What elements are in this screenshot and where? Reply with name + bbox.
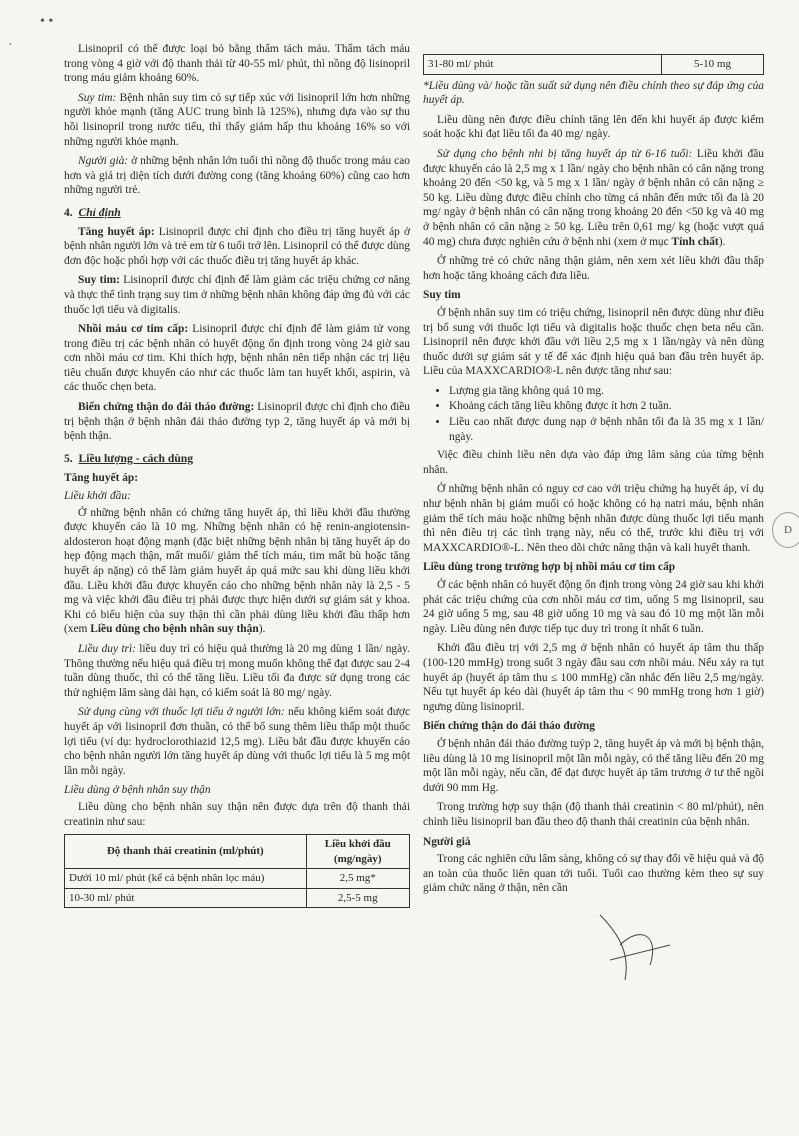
table-cell: 2,5-5 mg <box>306 888 410 908</box>
right-column <box>423 54 764 901</box>
table-cell: 10-30 ml/ phút <box>65 888 307 908</box>
titration-list <box>423 384 764 444</box>
paragraph-elderly-dose: Trong các nghiên cứu lâm sàng, không có sự thay đổi về hiệu quả và độ an toàn của thuốc liên quan tới tuổi. Tuổi cao thường kèm theo sự suy giảm chức năng ở thận, nên cần <box>423 853 765 895</box>
scan-mark-left: · <box>8 38 13 53</box>
mi-heading: Liều dùng trong trường hợp bị nhồi máu cơ tim cấp <box>423 561 676 574</box>
paragraph-titration: Liều dùng nên được điều chỉnh tăng lên đến khi huyết áp được kiểm soát hoặc khi đạt liều tối đa 40 mg/ ngày. <box>423 113 764 141</box>
paragraph-adjustment: Việc điều chỉnh liều nên dựa vào đáp ứng lâm sàng của từng bệnh nhân. <box>423 449 764 476</box>
paragraph-dialysis: Lisinopril có thể được loại bỏ bằng thẩm tách máu. Thẩm tách máu trong vòng 4 giờ với độ thanh thải từ 40-55 ml/ phút, thì nồng độ lisinopril trong máu giảm khoảng 60%. <box>64 43 410 85</box>
left-column <box>64 42 410 912</box>
paragraph-elderly-pk: Người già: ở những bệnh nhân lớn tuổi thì nồng độ thuốc trong máu cao hơn và giá trị diện tích dưới đường cong (tăng khoảng 60%) cũng cao hơn những người trẻ. <box>64 155 410 197</box>
table-cell: 5-10 mg <box>662 55 764 75</box>
hypertension-heading: Tăng huyết áp: <box>64 472 139 485</box>
table-header-clearance: Độ thanh thải creatinin (ml/phút) <box>65 835 307 869</box>
elderly-heading: Người già <box>423 835 471 848</box>
list-item: • Lượng gia tăng không quá 10 mg. <box>449 384 764 399</box>
renal-dose-table-continued <box>423 54 764 75</box>
paragraph-pediatric-renal: Ở những trẻ có chức năng thận giảm, nên xem xét liều khởi đầu thấp hơn hoặc tăng khoảng cách đưa liều. <box>423 255 764 282</box>
paragraph-mi-1: Ở các bệnh nhân có huyết động ổn định trong vòng 24 giờ sau khi khởi phát các triệu chứng của cơn nhồi máu cơ tim, uống 5 mg lisinopril, sau 24 giờ uống 5 mg, sau 48 giờ uống 10 mg và sau đó 10 mg một lần mỗi ngày. Liều dùng nên được tiếp tục duy trì trong ít nhất 6 tuần. <box>423 579 764 635</box>
table-cell: Dưới 10 ml/ phút (kể cả bệnh nhân lọc máu) <box>65 869 307 889</box>
table-row <box>65 888 410 908</box>
paragraph-high-risk: Ở những bệnh nhân có nguy cơ cao với triệu chứng hạ huyết áp, ví dụ như bệnh nhân bị giảm muối có hoặc không có hạ natri máu, bệnh nhân giảm thể tích máu hoặc những bệnh nhân được dùng thuốc lợi tiểu mạnh thì nên điều trị các tình trạng này, nếu có thể, trước khi điều trị với MAXXCARDIO®-L. Nên theo dõi chức năng thận và kali huyết thanh. <box>423 483 764 554</box>
diabetic-nephropathy-heading: Biến chứng thận do đái tháo đường <box>423 720 595 733</box>
indication-hypertension: Tăng huyết áp: Lisinopril được chỉ định cho điều trị tăng huyết áp ở bệnh nhân người lớn và trẻ em từ 6 tuổi trở lên. Lisinopril có thể được dùng đơn độc hoặc phối hợp với các thuốc điều trị tăng huyết áp khác. <box>64 225 410 267</box>
list-item: • Khoảng cách tăng liều không được ít hơn 2 tuần. <box>449 399 764 414</box>
table-header-dose: Liều khởi đầu (mg/ngày) <box>306 835 410 869</box>
paragraph-renal: Liều dùng cho bệnh nhân suy thận nên được dựa trên độ thanh thải creatinin như sau: <box>64 800 410 828</box>
paragraph-dn-2: Trong trường hợp suy thận (độ thanh thải creatinin < 80 ml/phút), nên chỉnh liều lisinopril ban đầu theo độ thanh thải creatinin của bệnh nhân. <box>423 801 764 828</box>
indication-heart-failure: Suy tim: Lisinopril được chỉ định để làm giảm các triệu chứng cơ năng và thực thể tình trạng suy tim ở những bệnh nhân không đáp ứng đủ với các thuốc lợi tiểu và digitalis. <box>64 274 411 316</box>
starting-dose-heading: Liều khởi đầu: <box>64 490 131 503</box>
paragraph-heart-failure-pk: Suy tim: Bệnh nhân suy tim có sự tiếp xúc với lisinopril lớn hơn những người khỏe mạnh (tăng AUC trung bình là 125%), nhưng dựa vào sự thu hồi lisinopril trong nước tiểu, thì thấy giảm hấp thu khoảng 16% so với những người khỏe mạnh. <box>64 91 410 148</box>
table-cell: 31-80 ml/ phút <box>424 55 662 75</box>
paragraph-pediatric: Sử dụng cho bệnh nhi bị tăng huyết áp từ 6-16 tuổi: Liều khởi đầu được khuyến cáo là 2,5 mg x 1 lần/ ngày cho bệnh nhân có cân nặng trong khoảng 20 đến <50 kg, và 5 mg x 1 lần/ ngày ở bệnh nhân có cân nặng ≥ 50 kg. Liều dùng được điều chỉnh cho từng cá nhân đến mức tối đa là 20 mg/ ngày ở bệnh nhân có cân nặng trong khoảng 20 đến <50 kg và 40 mg ở bệnh nhân có cân nặng ≥ 50 kg. Liều trên 0,61 mg/ kg (hoặc vượt quá 40 mg) chưa được nghiên cứu ở bệnh nhi (xem ở mục Tính chất). <box>423 147 764 248</box>
list-item: • Liều cao nhất được dung nạp ở bệnh nhân tối đa là 35 mg x 1 lần/ ngày. <box>449 415 764 444</box>
page-edge-stamp: D <box>772 512 799 548</box>
paragraph-maintenance: Liều duy trì: liều duy trì có hiệu quả thường là 20 mg dùng 1 lần/ ngày. Thông thường nếu hiệu quả điều trị mong muốn không thể đạt được sau 2-4 tuần dùng thuốc, thì có thể tăng liều. Liều tối đa được sử dụng trong các thử nghiệm lâm sàng dài hạn, có kiểm soát là 80 mg/ ngày. <box>64 642 410 699</box>
indication-mi: Nhồi máu cơ tim cấp: Lisinopril được chỉ định để làm giảm tử vong trong điều trị các bệnh nhân có huyết động ổn định trong vòng 24 giờ sau cơn nhồi máu cơ tim. Khi thích hợp, bệnh nhân nên tiếp nhận các trị liệu tiêu chuẩn được khuyến cáo như các thuốc làm tan huyết khối, aspirin, và các thuốc chẹn beta. <box>64 323 410 394</box>
section-4-heading: 4. Chỉ định <box>64 205 121 219</box>
signature-scribble <box>590 905 680 985</box>
paragraph-heart-failure-dose: Ở bệnh nhân suy tim có triệu chứng, lisinopril nên được dùng như điều trị bổ sung với thuốc lợi tiểu và digitalis hoặc thuốc chẹn beta nếu cần. Lisinopril nên được khởi đầu với liều 2,5 mg x 1 lần/ngày và nên dùng thuốc dưới sự giám sát y tế để xác định hiệu quả ban đầu trên huyết áp. Liều của MAXXCARDIO®-L nên được tăng như sau: <box>423 306 764 378</box>
renal-dose-table <box>64 834 410 908</box>
section-5-heading: 5. Liều lượng - cách dùng <box>64 451 194 465</box>
paragraph-starting-dose: Ở những bệnh nhân có chứng tăng huyết áp, thì liều khởi đầu thường được khuyến cáo là 10 mg. Những bệnh nhân có hệ renin-angiotensin-aldosteron hoạt động mạnh (đặc biệt những bệnh nhân bị tăng huyết áp do hẹp động mạch thận, mất muối/ giảm thể tích máu, tim mất bù hoặc tăng huyết áp nặng) có thể làm giảm huyết áp quá mức sau khi dùng liều khởi đầu. Liều khởi đầu được khuyến cáo cho những bệnh nhân này là 2,5 - 5 mg và việc khởi đầu điều trị phải được thực hiện dưới sự giám sát y khoa. Khi có biểu hiện của suy thận thì cần phải dùng liều khởi đầu thấp hơn (xem Liều dùng cho bệnh nhân suy thận). <box>64 506 410 636</box>
paragraph-mi-2: Khởi đầu điều trị với 2,5 mg ở bệnh nhân có huyết áp tâm thu thấp (100-120 mmHg) trong suốt 3 ngày đầu sau cơn nhồi máu. Nếu xảy ra tụt huyết áp (huyết áp tâm thu ≤ 100 mmHg) cần nhắc đến liều 2,5 mg/ngày. Nếu tụt huyết áp kéo dài (huyết áp tâm thu < 90 mmHg trong hơn 1 giờ) ngưng dùng lisinopril. <box>423 642 764 713</box>
paragraph-dn-1: Ở bệnh nhân đái tháo đường tuýp 2, tăng huyết áp và mới bị bệnh thận, liều dùng là 10 mg lisinopril một lần mỗi ngày, có thể tăng liều đến 20 mg một lần mỗi ngày, nếu cần, để đạt được huyết áp tâm trương ở tư thế ngồi dưới 90 mm Hg. <box>423 737 764 794</box>
table-cell: 2,5 mg* <box>306 869 410 889</box>
heart-failure-heading: Suy tim <box>423 289 461 302</box>
table-row <box>65 869 410 889</box>
scan-mark-top: • • <box>40 14 54 29</box>
table-header-row <box>65 835 410 869</box>
paragraph-diuretic: Sử dụng cùng với thuốc lợi tiểu ở người lớn: nếu không kiểm soát được huyết áp với lisinopril đơn thuần, có thể bổ sung thêm liều thấp một thuốc lợi tiểu (ví dụ: hydroclorothiazid 12,5 mg). Liều bắt đầu được khuyến cáo cho bệnh nhân người lớn tăng huyết áp dùng với thuốc lợi tiểu là 5 mg một lần mỗi ngày. <box>64 706 410 777</box>
table-footnote: *Liều dùng và/ hoặc tần suất sử dụng nên điều chỉnh theo sự đáp ứng của huyết áp. <box>423 79 764 107</box>
renal-dose-heading: Liều dùng ở bệnh nhân suy thận <box>64 784 211 797</box>
indication-diabetic-nephropathy: Biến chứng thận do đái tháo đường: Lisinopril được chỉ định cho điều trị bệnh thận ở bệnh nhân đái tháo đường typ 2, tăng huyết áp và mới bị bệnh thận. <box>64 401 411 443</box>
table-row <box>424 55 764 75</box>
